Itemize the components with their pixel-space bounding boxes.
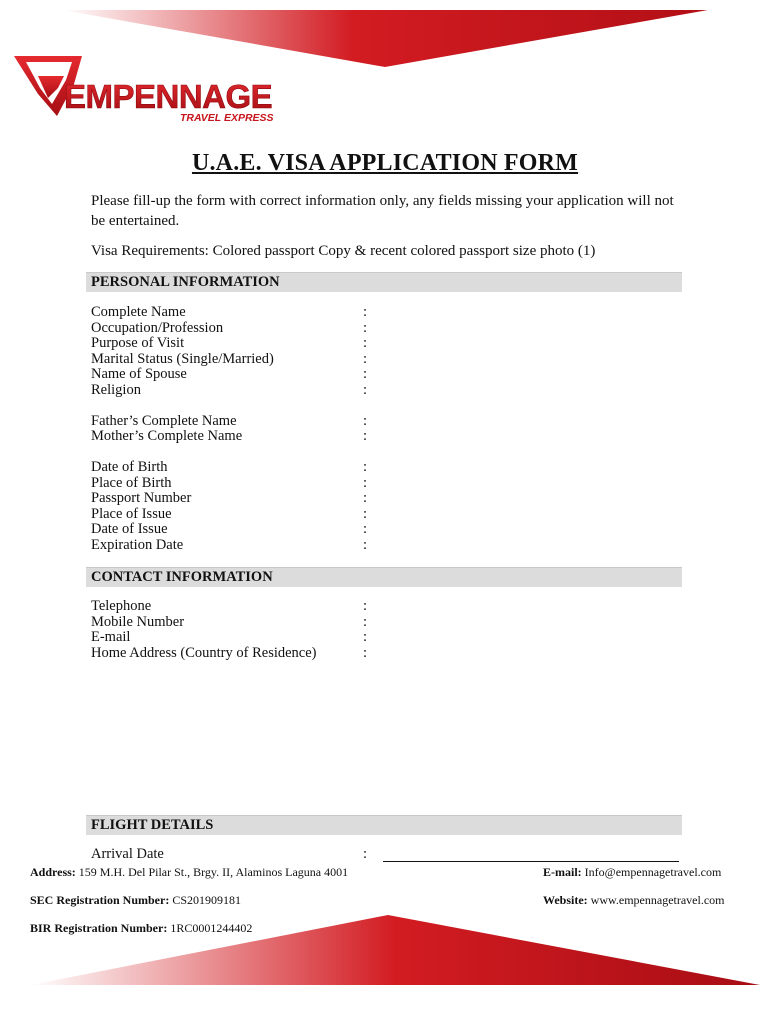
form-row-spouse[interactable] <box>91 366 691 382</box>
field-colon: : <box>363 521 368 537</box>
field-label: Marital Status (Single/Married) <box>91 351 274 367</box>
field-label: Father’s Complete Name <box>91 413 237 429</box>
field-colon: : <box>363 846 368 862</box>
section-heading: FLIGHT DETAILS <box>91 817 214 833</box>
field-colon: : <box>363 413 368 429</box>
form-row-marital-status[interactable] <box>91 351 691 367</box>
footer-bir-value: 1RC0001244402 <box>170 921 253 935</box>
field-label: Place of Issue <box>91 506 172 522</box>
arrival-date-input-line[interactable] <box>383 861 679 862</box>
form-row-expiration-date[interactable] <box>91 537 691 553</box>
intro-text: Please fill-up the form with correct information only, any fields missing your application will not be entertained. <box>91 193 674 229</box>
field-label: Purpose of Visit <box>91 335 185 351</box>
footer-website-label: Website: <box>543 893 588 907</box>
form-row-email[interactable] <box>91 629 691 645</box>
footer-address-label: Address: <box>30 865 76 879</box>
footer-email-label: E-mail: <box>543 865 582 879</box>
field-colon: : <box>363 629 368 645</box>
field-colon: : <box>363 428 368 444</box>
page-title: U.A.E. VISA APPLICATION FORM <box>191 150 579 176</box>
form-row-telephone[interactable] <box>91 598 691 614</box>
form-row-place-of-issue[interactable] <box>91 506 691 522</box>
contact-info-header <box>86 567 682 587</box>
field-label: Date of Issue <box>91 521 168 537</box>
field-colon: : <box>363 304 368 320</box>
form-row-place-of-birth[interactable] <box>91 475 691 491</box>
field-label: Place of Birth <box>91 475 172 491</box>
form-row-home-address[interactable] <box>91 645 691 661</box>
field-colon: : <box>363 475 368 491</box>
field-label: Complete Name <box>91 304 186 320</box>
form-row-mother-name[interactable] <box>91 428 691 444</box>
field-colon: : <box>363 490 368 506</box>
visa-requirements: Visa Requirements: Colored passport Copy & recent colored passport size photo (1) <box>91 243 596 259</box>
form-row-passport-number[interactable] <box>91 490 691 506</box>
field-colon: : <box>363 645 368 661</box>
footer-sec-label: SEC Registration Number: <box>30 893 170 907</box>
field-label: Telephone <box>91 598 152 614</box>
form-row-date-of-issue[interactable] <box>91 521 691 537</box>
field-colon: : <box>363 459 368 475</box>
field-colon: : <box>363 537 368 553</box>
footer-email <box>543 865 721 880</box>
field-colon: : <box>363 506 368 522</box>
section-heading: CONTACT INFORMATION <box>91 569 273 585</box>
field-colon: : <box>363 366 368 382</box>
field-label: E-mail <box>91 629 131 645</box>
field-colon: : <box>363 614 368 630</box>
footer-address <box>30 865 348 880</box>
field-label: Occupation/Profession <box>91 320 224 336</box>
field-label: Religion <box>91 382 141 398</box>
logo-wordmark: EMPENNAGE <box>64 78 273 115</box>
form-row-mobile-number[interactable] <box>91 614 691 630</box>
form-row-purpose[interactable] <box>91 335 691 351</box>
personal-info-header <box>86 272 682 292</box>
form-row-occupation[interactable] <box>91 320 691 336</box>
empennage-logo <box>12 50 302 130</box>
field-label: Passport Number <box>91 490 192 506</box>
form-row-arrival-date[interactable] <box>91 846 691 862</box>
form-row-date-of-birth[interactable] <box>91 459 691 475</box>
section-heading: PERSONAL INFORMATION <box>91 274 280 290</box>
flight-details-header <box>86 815 682 835</box>
footer-email-value[interactable]: Info@empennagetravel.com <box>584 865 722 879</box>
logo-tagline: TRAVEL EXPRESS <box>180 112 274 124</box>
footer-bir-label: BIR Registration Number: <box>30 921 168 935</box>
field-label: Mother’s Complete Name <box>91 428 243 444</box>
field-colon: : <box>363 382 368 398</box>
form-row-complete-name[interactable] <box>91 304 691 320</box>
field-label: Mobile Number <box>91 614 185 630</box>
footer-sec-value: CS201909181 <box>172 893 242 907</box>
field-label: Home Address (Country of Residence) <box>91 645 317 661</box>
form-row-religion[interactable] <box>91 382 691 398</box>
field-label: Expiration Date <box>91 537 184 553</box>
form-row-father-name[interactable] <box>91 413 691 429</box>
field-label: Arrival Date <box>91 846 164 862</box>
field-colon: : <box>363 320 368 336</box>
bottom-banner-decoration <box>0 905 770 995</box>
footer-website-value[interactable]: www.empennagetravel.com <box>590 893 725 907</box>
field-colon: : <box>363 351 368 367</box>
field-colon: : <box>363 598 368 614</box>
field-label: Name of Spouse <box>91 366 187 382</box>
field-label: Date of Birth <box>91 459 168 475</box>
footer-address-value: 159 M.H. Del Pilar St., Brgy. II, Alaminos Laguna 4001 <box>78 865 349 879</box>
field-colon: : <box>363 335 368 351</box>
